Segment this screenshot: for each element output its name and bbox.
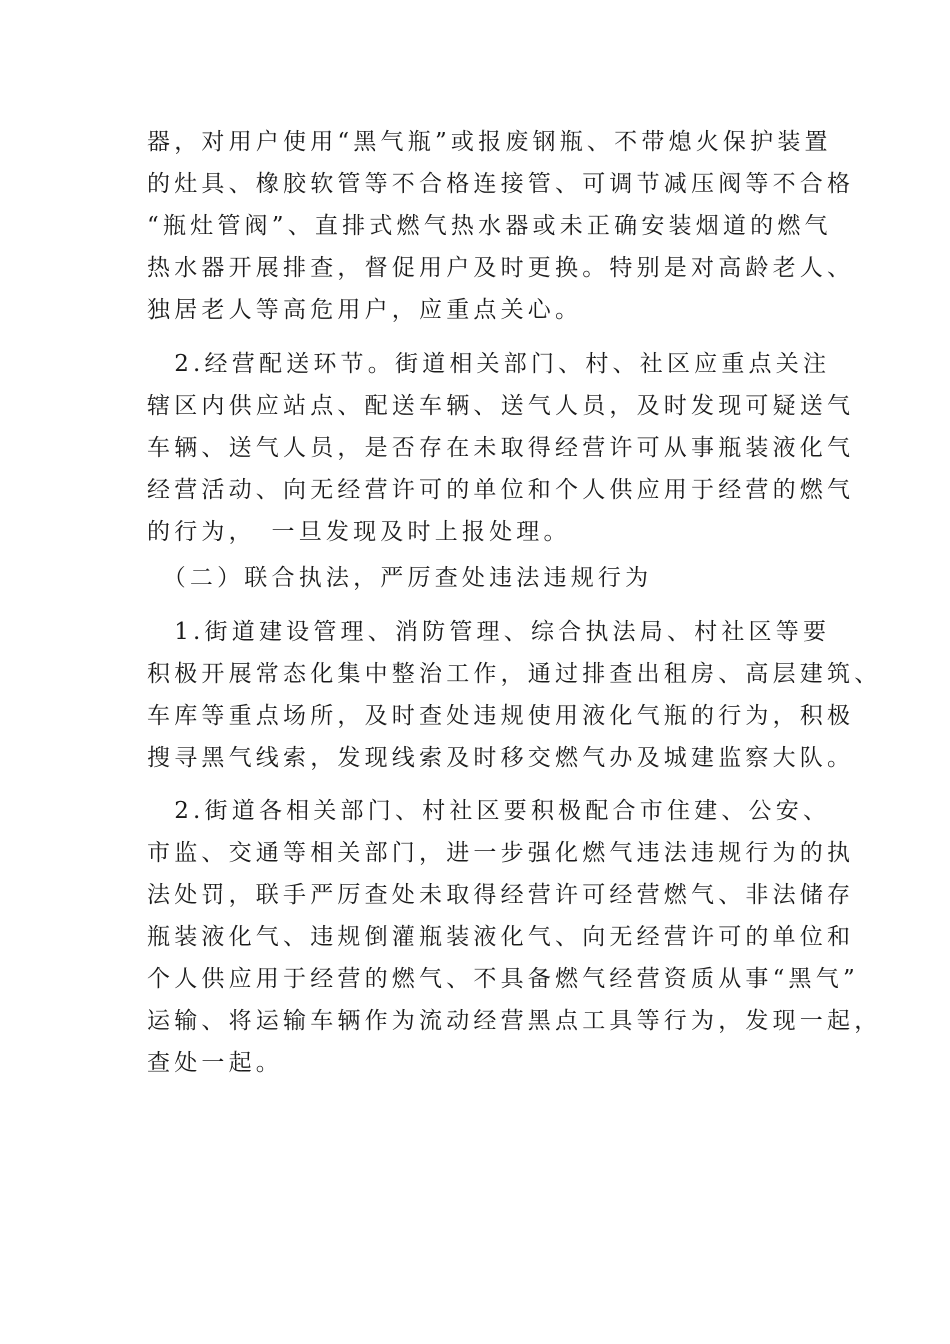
text-line: 2.经营配送环节。街道相关部门、村、社区应重点关注 bbox=[147, 351, 831, 377]
text-line: 热水器开展排查，督促用户及时更换。特别是对高龄老人、 bbox=[147, 255, 855, 281]
text-line: 独居老人等高危用户，应重点关心。 bbox=[147, 297, 583, 323]
paragraph-user-inspection bbox=[147, 121, 855, 331]
text-line: 搜寻黑气线索，发现线索及时移交燃气办及城建监察大队。 bbox=[147, 745, 855, 771]
text-line: 法处罚，联手严厉查处未取得经营许可经营燃气、非法储存 bbox=[147, 882, 855, 908]
text-line: “瓶灶管阀”、直排式燃气热水器或未正确安装烟道的燃气 bbox=[147, 213, 832, 239]
text-line: 车辆、送气人员，是否存在未取得经营许可从事瓶装液化气 bbox=[147, 435, 855, 461]
text-line: 市监、交通等相关部门，进一步强化燃气违法违规行为的执 bbox=[147, 840, 855, 866]
text-line: 运输、将运输车辆作为流动经营黑点工具等行为，发现一起， bbox=[147, 1008, 882, 1034]
text-line: 积极开展常态化集中整治工作，通过排查出租房、高层建筑、 bbox=[147, 661, 882, 687]
text-line: 经营活动、向无经营许可的单位和个人供应用于经营的燃气 bbox=[147, 477, 855, 503]
text-line: 器，对用户使用“黑气瓶”或报废钢瓶、不带熄火保护装置 bbox=[147, 129, 832, 155]
text-line: 的行为， 一旦发现及时上报处理。 bbox=[147, 519, 571, 545]
text-line: 个人供应用于经营的燃气、不具备燃气经营资质从事“黑气” bbox=[147, 966, 859, 992]
paragraph-joint-enforcement-1 bbox=[147, 611, 882, 779]
paragraph-joint-enforcement-2 bbox=[147, 790, 882, 1084]
text-line: 查处一起。 bbox=[147, 1050, 283, 1076]
section-heading bbox=[147, 557, 807, 599]
text-line: 的灶具、橡胶软管等不合格连接管、可调节减压阀等不合格 bbox=[147, 171, 855, 197]
paragraph-distribution-link bbox=[147, 343, 855, 553]
text-line: 2.街道各相关部门、村社区要积极配合市住建、公安、 bbox=[147, 798, 831, 824]
text-line: 辖区内供应站点、配送车辆、送气人员，及时发现可疑送气 bbox=[147, 393, 855, 419]
text-line: 瓶装液化气、违规倒灌瓶装液化气、向无经营许可的单位和 bbox=[147, 924, 855, 950]
heading-line: （二）联合执法，严厉查处违法违规行为 bbox=[147, 565, 653, 591]
text-line: 车库等重点场所，及时查处违规使用液化气瓶的行为，积极 bbox=[147, 703, 855, 729]
text-line: 1.街道建设管理、消防管理、综合执法局、村社区等要 bbox=[147, 619, 831, 645]
